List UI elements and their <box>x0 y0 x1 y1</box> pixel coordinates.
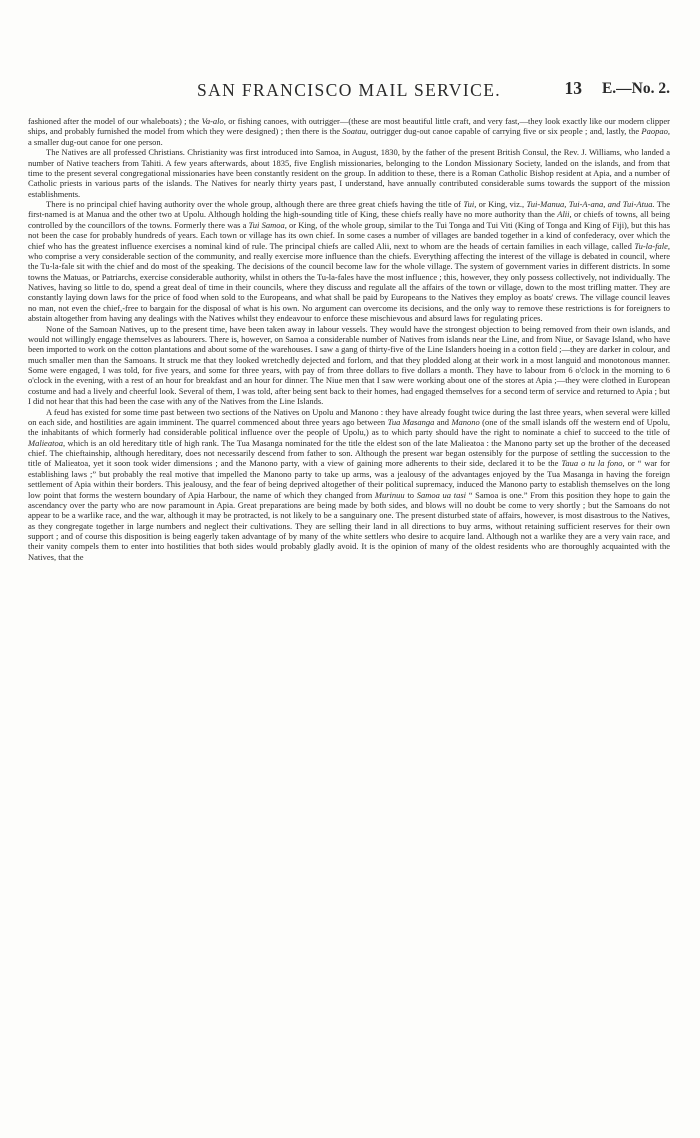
italic-term: Va-alo, <box>201 116 226 126</box>
italic-term: Tui-Manua, Tui-A-ana, and Tui-Atua. <box>526 199 655 209</box>
italic-term: Malieatoa, <box>28 437 66 448</box>
italic-term: Murinuu <box>374 489 405 500</box>
page-number: 13 <box>564 78 582 98</box>
italic-term: Tua Masanga <box>387 416 435 427</box>
paragraph: The Natives are all professed Christians. Christianity was first introduced into Samoa, in August, 1830, by the father of the present British Consul, the Rev. J. Williams, who landed a number of Native teachers from Tahiti. A few years afterwards, about 1835, five English missionaries, belonging to the London Missionary Society, landed on the islands, and from that time to the present several congregational missionaries have been constantly resident on the group. In addition to these, there is a Roman Catholic Bishop resident at Apia, and a number of Catholic priests in various parts of the islands. The Natives for nearly thirty years past, I understand, have annually contributed considerable sums towards the support of the mission establishments. <box>28 147 670 199</box>
italic-term: Taua o tu la fono, <box>561 458 625 469</box>
page-title: SAN FRANCISCO MAIL SERVICE. <box>196 80 502 100</box>
document-reference: E.—No. 2. <box>601 80 670 97</box>
italic-term: Manono <box>451 416 480 427</box>
italic-term: Tu-la-fale, <box>634 240 670 251</box>
paragraph: There is no principal chief having authority over the whole group, although there are three great chiefs having the title of Tui, or King, viz., Tui-Manua, Tui-A-ana, and Tui-Atua. The first-named is at Manua and the other two at Upolu. Although holding the high-sounding title of King, these chiefs really have no more authority than the Alii, or chiefs of towns, all being controlled by the councillors of the towns. Formerly there was a Tui Samoa, or King, of the whole group, similar to the Tui Tonga and Tui Viti (King of Tonga and King of Fiji), but this has not been the case for probably hundreds of years. Each town or village has its own chief. In some cases a number of villages are banded together in a kind of confederacy, over which the chief who has the greatest influence exercises a nominal kind of rule. The principal chiefs are called Alii, next to whom are the heads of certain families in each village, called Tu-la-fale, who comprise a very considerable section of the community, and really exercise more influence than the chiefs. Everything affecting the interest of the village is debated in council, where the Tu-la-fale sit with the chief and do most of the speaking. The decisions of the council become law for the whole village. The system of government varies in different districts. In some towns the Matuas, or Patriarchs, exercise considerable authority, whilst in others the Tu-la-fales have the most influence ; this, however, they only possess collectively, not individually. The Natives, having so little to do, spend a great deal of time in their councils, where they discuss and regulate all the affairs of the town or village, down to the most trifling matter. They are constantly laying down laws for the price of food when sold to the Europeans, and what shall be paid by Europeans to the Natives they employ as boats' crews. The village council leaves no man, not even the chief,-free to bargain for the disposal of what is his own. No argument can overcome its decisions, and the only way to remove these restrictions is for foreigners to abstain altogether from having any dealings with the Natives whilst they endeavour to enforce these mischievous and absurd laws for regulating prices. <box>28 199 671 324</box>
running-head <box>28 60 670 104</box>
italic-term: Tui, <box>463 199 477 209</box>
paragraph: None of the Samoan Natives, up to the present time, have been taken away in labour vessels. They would have the strongest objection to being removed from their own islands, and would not willingly engage themselves as labourers. There is, however, on Samoa a considerable number of Natives from islands near the Line, and from Niue, or Savage Island, who have been imported to work on the cotton plantations and about some of the warehouses. I saw a gang of thirty-five of the Line Islanders hoeing in a cotton field ;—they are darker in colour, and much smaller men than the Samoans. It struck me that they looked wretchedly dejected and forlorn, and that they plodded along at their work in a most languid and monotonous manner. Some were engaged, I was told, for five years, and some for three years, with pay of from three dollars to five dollars a month. They have to labour from 6 o'clock in the morning to 6 o'clock in the evening, with a rest of an hour for breakfast and an hour for dinner. The Niue men that I saw were working about one of the stores at Apia ;—they were clothed in European costume and had a lively and cheerful look. Several of them, I was told, after being sent back to their homes, had engaged themselves for a second term of service and returned to Apia ; but I did not hear that this had been the case with any of the Natives from the Line Islands. <box>28 323 670 407</box>
italic-term: Soatau, <box>342 126 369 137</box>
italic-term: Samoa ua tasi <box>416 489 466 500</box>
italic-term: Alii, <box>557 209 572 220</box>
italic-term: Tui Samoa, <box>248 219 287 230</box>
paragraph: fashioned after the model of our whaleboats) ; the Va-alo, or fishing canoes, with outrigger—(these are most beautiful little craft, and very fast,—they look exactly like our modern clipper ships, and probably furnished the model from which they were designed) ; then there is the Soatau, outrigger dug-out canoe capable of carrying five or six people ; and, lastly, the Paopao, a smaller dug-out canoe for one person. <box>28 116 671 147</box>
paragraph: A feud has existed for some time past between two sections of the Natives on Upolu and Manono : they have already fought twice during the last three years, when several were killed on each side, and hostilities are again imminent. The quarrel commenced about three years ago between Tua Masanga and Manono (one of the small islands off the western end of Upolu, the inhabitants of which formerly had considerable political influence over the people of Upolu,) as to which party should have the right to nominate a chief to succeed to the title of Malieatoa, which is an old hereditary title of high rank. The Tua Masanga nominated for the title the eldest son of the late Malieatoa : the Manono party set up the brother of the deceased chief. The chieftainship, although hereditary, does not necessarily descend from father to son. Although the present war began ostensibly for the purpose of settling the succession to the title of Malieatoa, yet it soon took wider dimensions ; and the Manono party, with a view of gaining more adherents to their side, declared it to be the Taua o tu la fono, or “ war for establishing laws ;” but probably the real motive that impelled the Manono party to take up arms, was a jealousy of the advantages enjoyed by the Tua Masanga in having the foreign settlement of Apia within their borders. This jealousy, and the fear of being deprived altogether of their political supremacy, induced the Manono party to establish themselves on the long low point that forms the western boundary of Apia Harbour, the name of which they changed from Murinuu to Samoa ua tasi “ Samoa is one.” From this position they hope to gain the ascendancy over the party who are now paramount in Apia. Great preparations are being made by both sides, and blows will no doubt be come to very shortly ; but the Samoans do not appear to be a warlike race, and the war, although it may be protracted, is not likely to be a sanguinary one. The present disturbed state of affairs, however, is most disastrous to the Natives, as they congregate together in large numbers and neglect their cultivations. They are selling their land in all directions to buy arms, without retaining sufficient reserves for their own support ; and of course this disposition is being eagerly taken advantage of by many of the white settlers who desire to acquire land. Although not a warlike they are a very vain race, and their vanity compels them to enter into hostilities that both sides would probably gladly avoid. It is the opinion of many of the oldest residents who are thoroughly acquainted with the Natives, that the <box>28 406 670 562</box>
italic-term: Paopao, <box>641 126 670 137</box>
document-body <box>28 116 670 562</box>
